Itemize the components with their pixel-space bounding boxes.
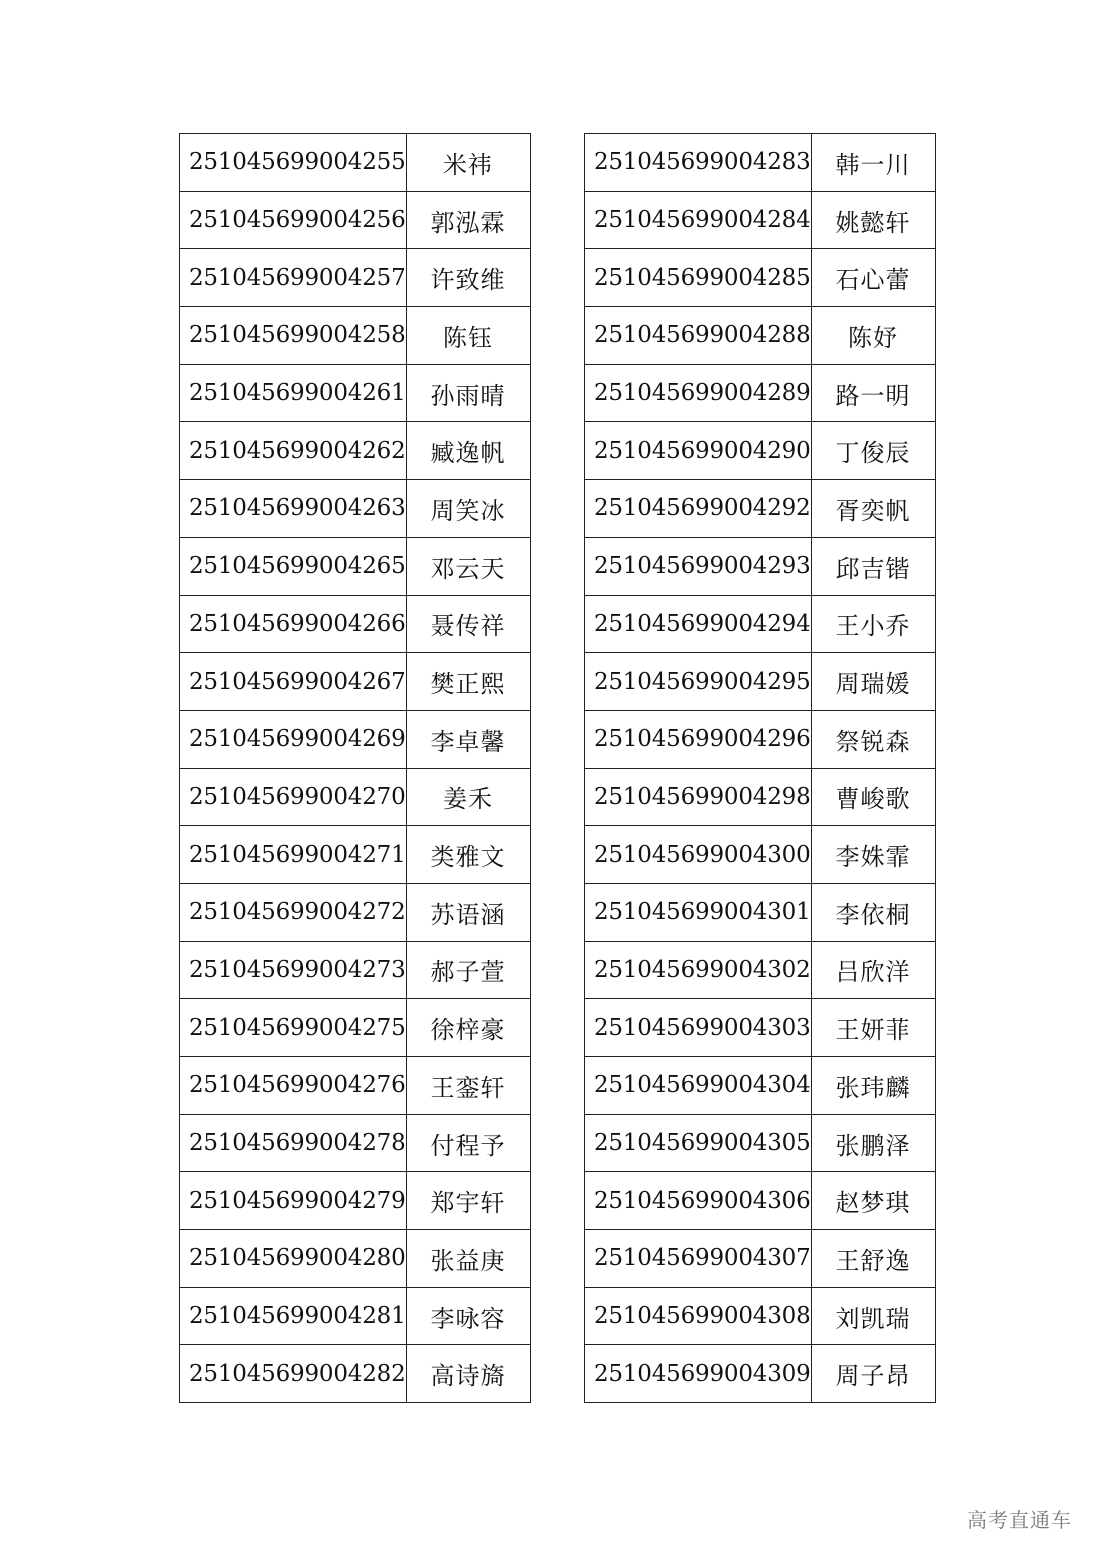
table-row [180,1172,531,1230]
candidate-id-cell: 251045699004298 [585,768,812,826]
table-row [180,307,531,365]
table-row [585,595,936,653]
candidate-id-cell: 251045699004283 [585,134,812,192]
candidate-id-cell: 251045699004305 [585,1114,812,1172]
table-row [180,480,531,538]
candidate-name-cell: 臧逸帆 [406,422,530,480]
table-row [180,537,531,595]
table-row [180,999,531,1057]
candidate-id-cell: 251045699004300 [585,826,812,884]
table-row [585,1172,936,1230]
table-row [180,134,531,192]
candidate-id-cell: 251045699004301 [585,883,812,941]
candidate-name-cell: 路一明 [811,364,935,422]
candidate-id-cell: 251045699004285 [585,249,812,307]
candidate-id-cell: 251045699004282 [180,1345,407,1403]
candidate-id-cell: 251045699004261 [180,364,407,422]
candidate-name-cell: 樊正熙 [406,653,530,711]
candidate-id-cell: 251045699004307 [585,1230,812,1288]
candidate-name-cell: 石心蕾 [811,249,935,307]
candidate-id-cell: 251045699004280 [180,1230,407,1288]
table-row [180,941,531,999]
candidate-id-cell: 251045699004303 [585,999,812,1057]
candidate-id-cell: 251045699004290 [585,422,812,480]
candidate-id-cell: 251045699004273 [180,941,407,999]
table-row [585,1230,936,1288]
table-row [180,1345,531,1403]
table-row [180,191,531,249]
candidate-id-cell: 251045699004304 [585,1057,812,1115]
candidate-name-cell: 周瑞媛 [811,653,935,711]
table-row [585,480,936,538]
candidate-name-cell: 许致维 [406,249,530,307]
candidate-name-cell: 李姝霏 [811,826,935,884]
table-row [180,422,531,480]
candidate-name-cell: 王妍菲 [811,999,935,1057]
candidate-id-cell: 251045699004309 [585,1345,812,1403]
table-row [585,307,936,365]
candidate-name-cell: 吕欣洋 [811,941,935,999]
candidate-name-cell: 苏语涵 [406,883,530,941]
candidate-name-cell: 张益庚 [406,1230,530,1288]
roster-body-left [180,134,531,1403]
table-row [585,826,936,884]
candidate-id-cell: 251045699004258 [180,307,407,365]
table-row [585,364,936,422]
candidate-id-cell: 251045699004288 [585,307,812,365]
table-row [585,1057,936,1115]
candidate-name-cell: 陈妤 [811,307,935,365]
candidate-id-cell: 251045699004266 [180,595,407,653]
candidate-id-cell: 251045699004279 [180,1172,407,1230]
candidate-id-cell: 251045699004271 [180,826,407,884]
table-row [585,710,936,768]
candidate-id-cell: 251045699004289 [585,364,812,422]
candidate-name-cell: 周子昂 [811,1345,935,1403]
table-row [180,710,531,768]
candidate-name-cell: 聂传祥 [406,595,530,653]
roster-table-right [584,133,936,1403]
candidate-name-cell: 李咏容 [406,1287,530,1345]
candidate-name-cell: 付程予 [406,1114,530,1172]
table-row [180,883,531,941]
candidate-name-cell: 高诗旖 [406,1345,530,1403]
candidate-name-cell: 李依桐 [811,883,935,941]
table-row [585,537,936,595]
candidate-id-cell: 251045699004272 [180,883,407,941]
roster-body-right [585,134,936,1403]
table-row [585,1287,936,1345]
table-row [585,653,936,711]
candidate-name-cell: 郑宇轩 [406,1172,530,1230]
candidate-name-cell: 韩一川 [811,134,935,192]
candidate-id-cell: 251045699004257 [180,249,407,307]
candidate-id-cell: 251045699004295 [585,653,812,711]
table-row [585,191,936,249]
candidate-id-cell: 251045699004302 [585,941,812,999]
candidate-id-cell: 251045699004293 [585,537,812,595]
candidate-id-cell: 251045699004270 [180,768,407,826]
candidate-id-cell: 251045699004278 [180,1114,407,1172]
candidate-name-cell: 姚懿轩 [811,191,935,249]
table-row [180,826,531,884]
table-row [180,768,531,826]
table-row [180,1230,531,1288]
table-row [180,1057,531,1115]
candidate-name-cell: 曹峻歌 [811,768,935,826]
table-row [585,883,936,941]
candidate-name-cell: 王銮轩 [406,1057,530,1115]
candidate-name-cell: 类雅文 [406,826,530,884]
candidate-name-cell: 郝子萱 [406,941,530,999]
candidate-name-cell: 李卓馨 [406,710,530,768]
candidate-id-cell: 251045699004265 [180,537,407,595]
table-row [585,999,936,1057]
candidate-id-cell: 251045699004296 [585,710,812,768]
candidate-name-cell: 邱吉锴 [811,537,935,595]
candidate-id-cell: 251045699004308 [585,1287,812,1345]
candidate-id-cell: 251045699004306 [585,1172,812,1230]
candidate-name-cell: 米祎 [406,134,530,192]
candidate-name-cell: 丁俊辰 [811,422,935,480]
candidate-name-cell: 陈钰 [406,307,530,365]
candidate-name-cell: 祭锐森 [811,710,935,768]
table-row [180,1287,531,1345]
candidate-name-cell: 王小乔 [811,595,935,653]
candidate-id-cell: 251045699004294 [585,595,812,653]
candidate-id-cell: 251045699004263 [180,480,407,538]
candidate-name-cell: 赵梦琪 [811,1172,935,1230]
table-row [585,249,936,307]
candidate-name-cell: 孙雨晴 [406,364,530,422]
candidate-id-cell: 251045699004275 [180,999,407,1057]
candidate-name-cell: 郭泓霖 [406,191,530,249]
candidate-name-cell: 张鹏泽 [811,1114,935,1172]
table-row [180,249,531,307]
table-row [180,653,531,711]
table-row [585,1345,936,1403]
table-row [585,134,936,192]
candidate-id-cell: 251045699004281 [180,1287,407,1345]
candidate-id-cell: 251045699004256 [180,191,407,249]
table-row [180,364,531,422]
candidate-id-cell: 251045699004269 [180,710,407,768]
candidate-id-cell: 251045699004262 [180,422,407,480]
watermark-text: 高考直通车 [967,1508,1072,1532]
candidate-name-cell: 徐梓豪 [406,999,530,1057]
candidate-name-cell: 邓云天 [406,537,530,595]
candidate-id-cell: 251045699004276 [180,1057,407,1115]
candidate-name-cell: 王舒逸 [811,1230,935,1288]
table-row [585,422,936,480]
candidate-name-cell: 胥奕帆 [811,480,935,538]
candidate-name-cell: 姜禾 [406,768,530,826]
candidate-name-cell: 张玮麟 [811,1057,935,1115]
roster-table-left [179,133,531,1403]
table-row [585,768,936,826]
candidate-id-cell: 251045699004267 [180,653,407,711]
candidate-name-cell: 周笑冰 [406,480,530,538]
table-row [180,595,531,653]
table-row [180,1114,531,1172]
candidate-id-cell: 251045699004292 [585,480,812,538]
candidate-name-cell: 刘凯瑞 [811,1287,935,1345]
candidate-id-cell: 251045699004284 [585,191,812,249]
table-row [585,941,936,999]
table-row [585,1114,936,1172]
candidate-id-cell: 251045699004255 [180,134,407,192]
